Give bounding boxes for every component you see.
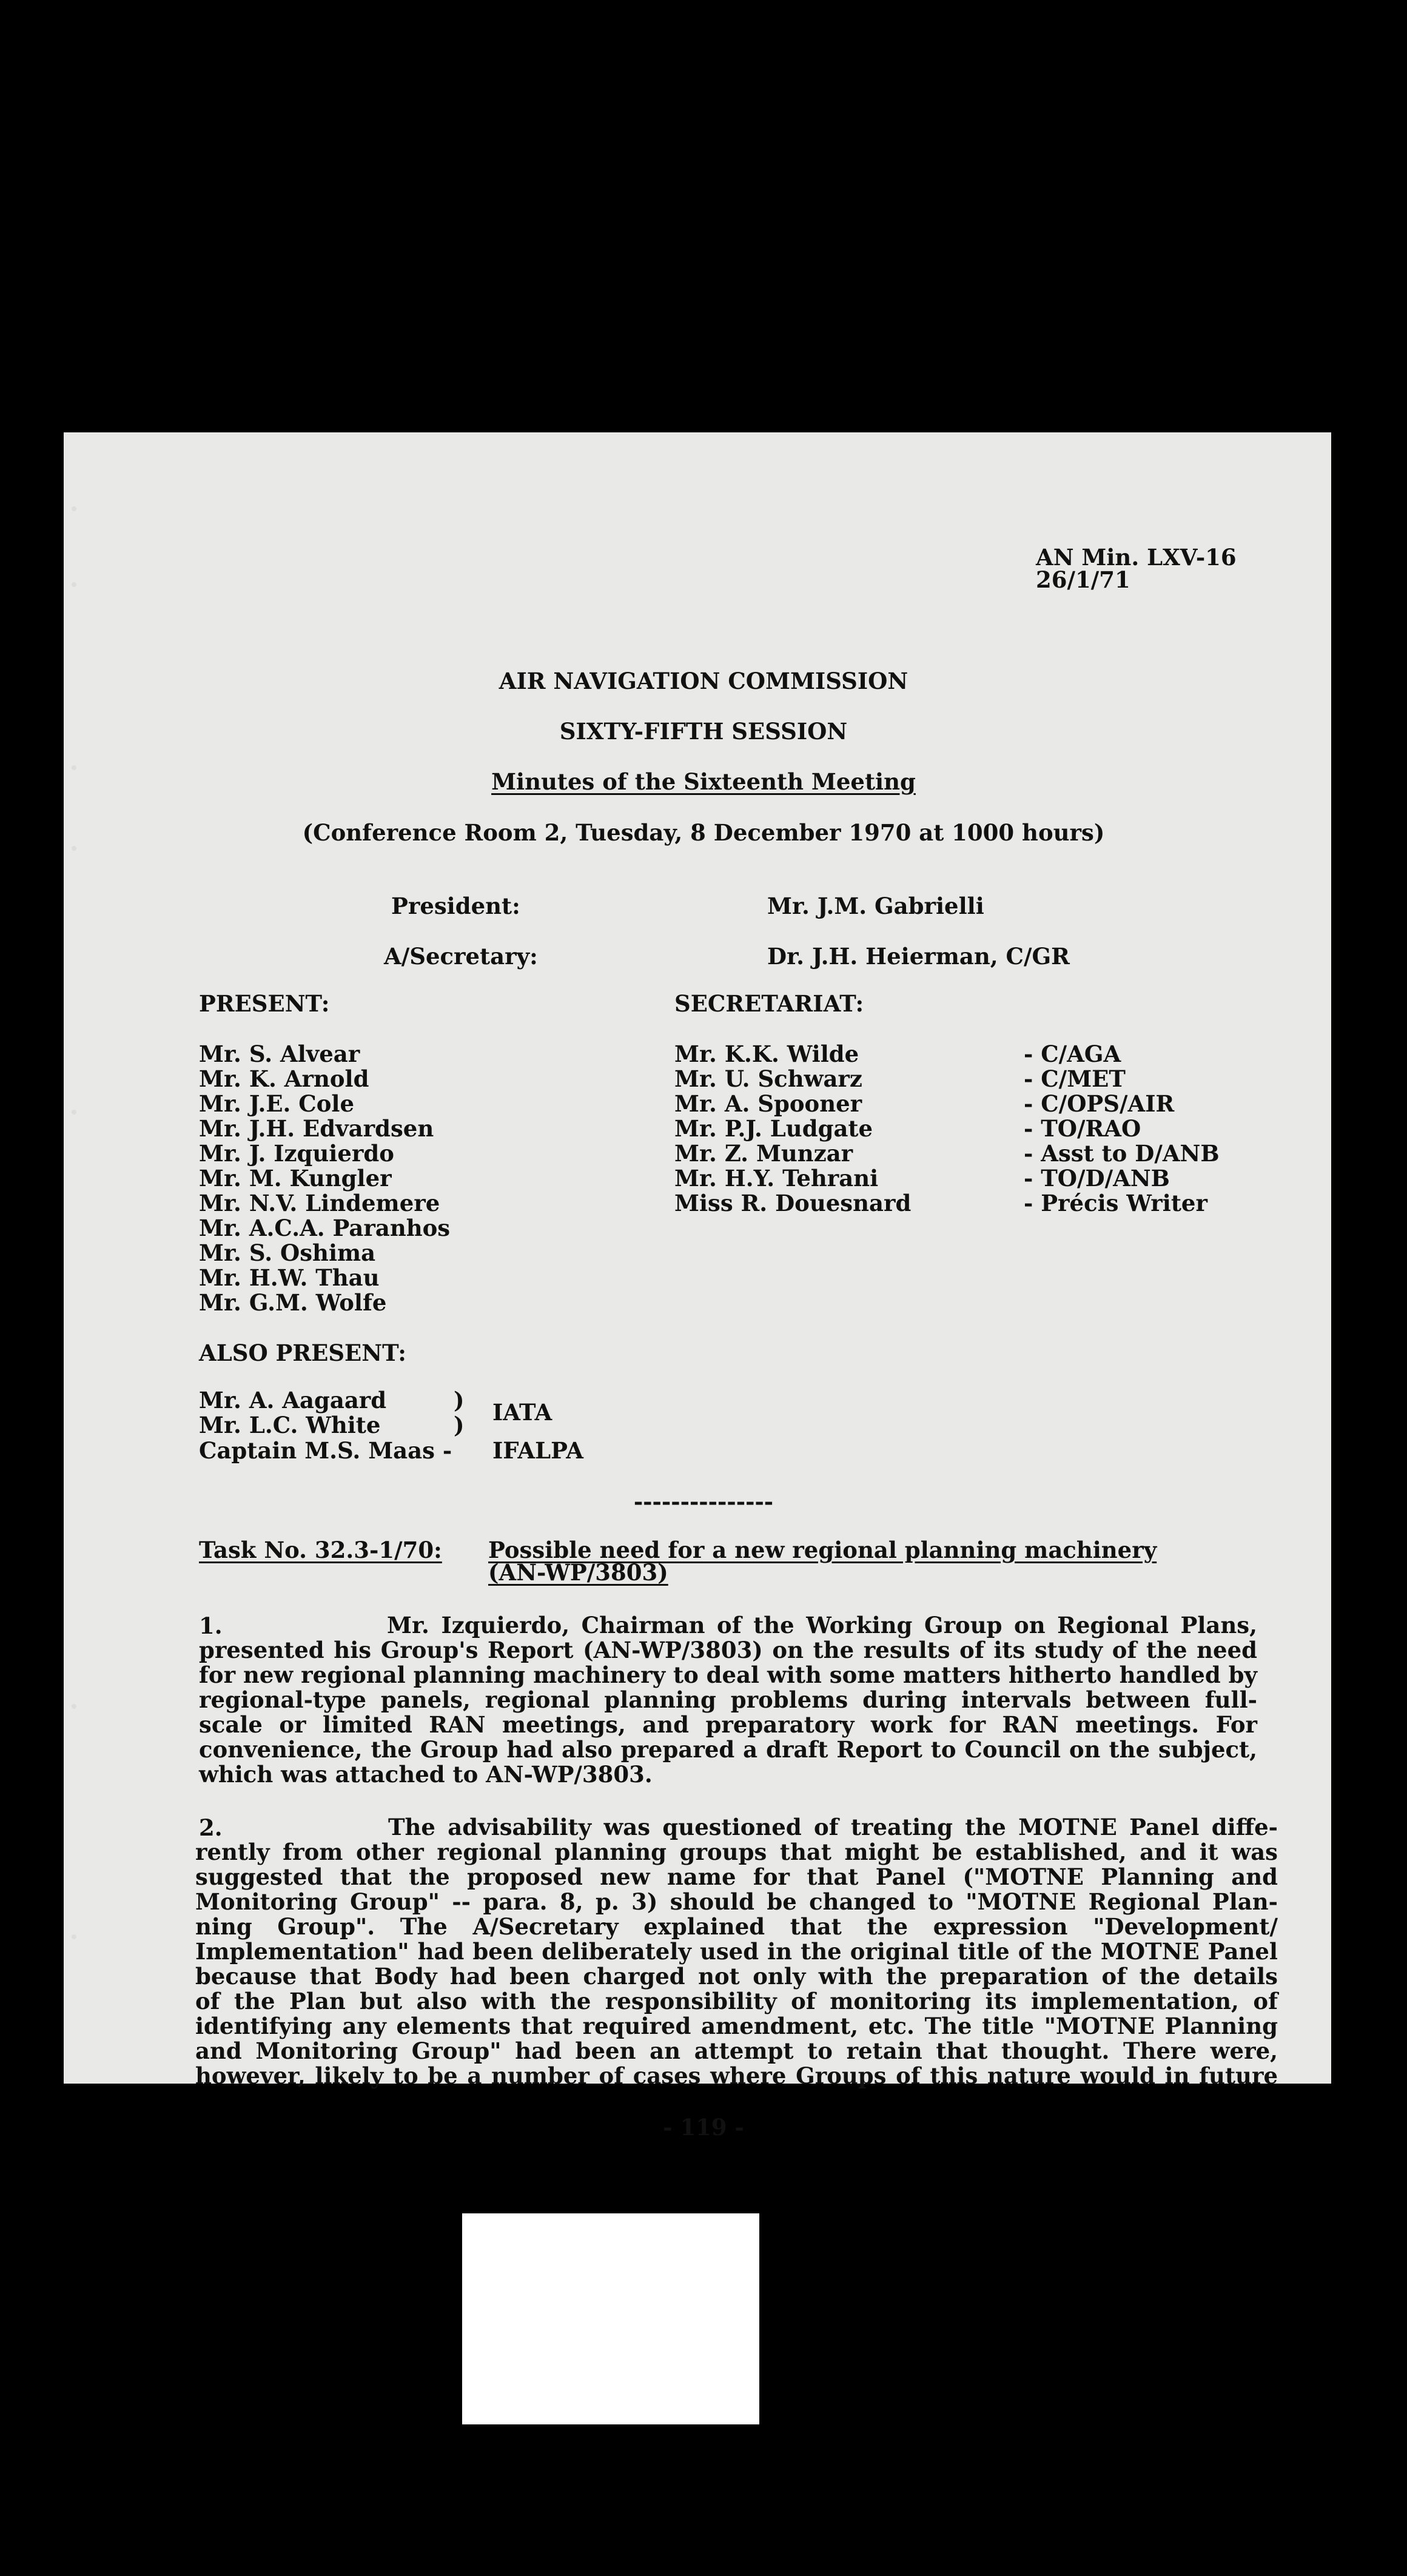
secretary-label: A/Secretary: — [384, 943, 538, 970]
paragraph-line: suggested that the proposed new name for that Panel ("MOTNE Planning and — [195, 1863, 1278, 1890]
meeting-venue: (Conference Room 2, Tuesday, 8 December 1970 at 1000 hours) — [302, 819, 1105, 846]
paragraph-line: and Monitoring Group" had been an attempt to retain that thought. There were, — [195, 2038, 1278, 2064]
margin-dot — [72, 1704, 76, 1709]
task-label: Task No. 32.3-1/70: — [199, 1537, 442, 1563]
task-title-ref: (AN-WP/3803) — [488, 1559, 668, 1586]
list-item: - TO/D/ANB — [1024, 1165, 1170, 1192]
list-item: - Précis Writer — [1024, 1190, 1207, 1216]
list-item: Mr. J. Izquierdo — [199, 1140, 394, 1167]
doc-number: AN Min. LXV-16 — [1036, 544, 1237, 571]
paragraph-1 — [199, 1613, 1257, 1787]
paragraph-line: identifying any elements that required amendment, etc. The title "MOTNE Planning — [195, 2013, 1278, 2039]
list-item: Mr. A. Spooner — [674, 1090, 862, 1117]
also-present-name: Mr. A. Aagaard — [199, 1387, 387, 1414]
paragraph-line-wrap — [199, 1613, 1257, 1638]
list-item: - TO/RAO — [1024, 1115, 1141, 1142]
present-label: PRESENT: — [199, 990, 330, 1017]
paragraph-2 — [195, 1815, 1278, 2088]
paragraph-line: scale or limited RAN meetings, and preparatory work for RAN meetings. For — [199, 1711, 1257, 1738]
task-title: Possible need for a new regional planning machinery — [488, 1537, 1157, 1563]
secretariat-names — [674, 1042, 911, 1216]
paragraph-line: convenience, the Group had also prepared a draft Report to Council on the subject, — [199, 1736, 1257, 1763]
page-number: - 119 - — [663, 2114, 744, 2141]
list-item: Mr. K.K. Wilde — [674, 1041, 859, 1067]
para1-number: 1. — [199, 1612, 223, 1639]
session-title: SIXTY-FIFTH SESSION — [559, 718, 848, 745]
paragraph-line: for new regional planning machinery to deal with some matters hitherto handled by — [199, 1662, 1257, 1688]
also-present-name: Captain M.S. Maas - — [199, 1437, 452, 1464]
list-item: Mr. P.J. Ludgate — [674, 1115, 873, 1142]
list-item: - Asst to D/ANB — [1024, 1140, 1220, 1167]
also-present-name: Mr. L.C. White — [199, 1412, 381, 1438]
also-present-label: ALSO PRESENT: — [199, 1340, 406, 1366]
list-item: - C/OPS/AIR — [1024, 1090, 1175, 1117]
paragraph-line: of the Plan but also with the responsibility of monitoring its implementation, of — [195, 1988, 1278, 2014]
bracket-mark: ) — [454, 1387, 465, 1414]
president-label: President: — [391, 893, 520, 919]
margin-dot — [72, 846, 76, 851]
org-title: AIR NAVIGATION COMMISSION — [499, 668, 908, 694]
secretariat-roles — [1024, 1042, 1220, 1216]
bracket-mark: ) — [454, 1412, 465, 1438]
paragraph-line: Implementation" had been deliberately used in the original title of the MOTNE Panel — [195, 1938, 1278, 1965]
list-item: Mr. J.H. Edvardsen — [199, 1115, 434, 1142]
list-item: Miss R. Douesnard — [674, 1190, 912, 1216]
list-item: Mr. S. Alvear — [199, 1041, 360, 1067]
paragraph-line: The advisability was questioned of treating the MOTNE Panel diffe- — [388, 1814, 1278, 1840]
paragraph-line-wrap — [195, 1815, 1278, 1840]
margin-dot — [72, 1110, 76, 1115]
list-item: Mr. K. Arnold — [199, 1065, 369, 1092]
paragraph-line: Monitoring Group" -- para. 8, p. 3) should be changed to "MOTNE Regional Plan- — [195, 1888, 1278, 1915]
list-item: Mr. S. Oshima — [199, 1239, 376, 1266]
paragraph-line: which was attached to AN-WP/3803. — [199, 1761, 653, 1788]
secretariat-label: SECRETARIAT: — [674, 990, 864, 1017]
list-item: Mr. G.M. Wolfe — [199, 1289, 387, 1316]
list-item: Mr. U. Schwarz — [674, 1065, 862, 1092]
present-list — [199, 1042, 450, 1315]
paragraph-line: rently from other regional planning groups that might be established, and it was — [195, 1839, 1278, 1865]
list-item: Mr. J.E. Cole — [199, 1090, 355, 1117]
paragraph-line: however, likely to be a number of cases where Groups of this nature would in future — [195, 2062, 1278, 2089]
iata-org: IATA — [492, 1399, 552, 1426]
paragraph-line: ning Group". The A/Secretary explained that the expression "Development/ — [195, 1913, 1278, 1940]
doc-date: 26/1/71 — [1036, 566, 1130, 593]
margin-dot — [72, 506, 76, 511]
para2-number: 2. — [199, 1814, 223, 1841]
list-item: Mr. N.V. Lindemere — [199, 1190, 440, 1216]
list-item: Mr. M. Kungler — [199, 1165, 392, 1192]
paragraph-line: presented his Group's Report (AN-WP/3803) on the results of its study of the need — [199, 1637, 1257, 1663]
list-item: Mr. H.Y. Tehrani — [674, 1165, 879, 1192]
list-item: - C/MET — [1024, 1065, 1126, 1092]
paragraph-line: regional-type panels, regional planning problems during intervals between full- — [199, 1686, 1257, 1713]
separator-line: --------------- — [633, 1488, 774, 1515]
paragraph-line: because that Body had been charged not only with the preparation of the details — [195, 1963, 1278, 1990]
minutes-title-wrap — [0, 769, 1407, 794]
minutes-title: Minutes of the Sixteenth Meeting — [491, 768, 916, 795]
margin-dot — [72, 1934, 76, 1939]
blank-card — [462, 2213, 759, 2424]
president-name: Mr. J.M. Gabrielli — [767, 893, 984, 919]
secretary-name: Dr. J.H. Heierman, C/GR — [767, 943, 1070, 970]
ifalpa-org: IFALPA — [492, 1437, 583, 1464]
list-item: Mr. H.W. Thau — [199, 1264, 380, 1291]
list-item: Mr. A.C.A. Paranhos — [199, 1215, 451, 1241]
list-item: Mr. Z. Munzar — [674, 1140, 853, 1167]
margin-dot — [72, 582, 76, 587]
paragraph-line: Mr. Izquierdo, Chairman of the Working Group on Regional Plans, — [387, 1612, 1257, 1639]
list-item: - C/AGA — [1024, 1041, 1121, 1067]
